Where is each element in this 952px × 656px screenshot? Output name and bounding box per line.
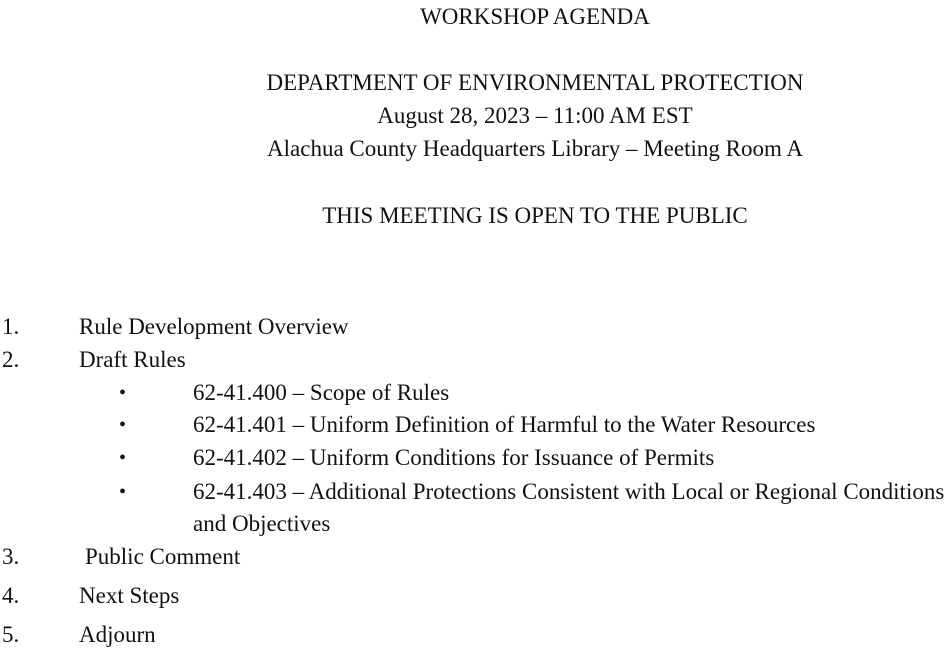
bullet-icon: • (119, 414, 127, 436)
agenda-item-number: 3. (2, 544, 20, 569)
department-name: DEPARTMENT OF ENVIRONMENTAL PROTECTION (266, 70, 804, 95)
sub-item-text: 62-41.403 – Additional Protections Consistent with Local or Regional Conditions and Objectives (193, 479, 945, 536)
bullet-icon: • (119, 481, 127, 503)
agenda-item-label: Next Steps (79, 583, 180, 608)
meeting-datetime: August 28, 2023 – 11:00 AM EST (377, 103, 693, 128)
meeting-location: Alachua County Headquarters Library – Meeting Room A (267, 136, 803, 161)
agenda-title: WORKSHOP AGENDA (420, 4, 650, 29)
agenda-item-number: 4. (2, 583, 20, 608)
agenda-item-label: Public Comment (85, 544, 241, 569)
sub-item-text: 62-41.400 – Scope of Rules (193, 380, 450, 405)
agenda-item-label: Adjourn (79, 622, 156, 647)
agenda-item-label: Rule Development Overview (79, 314, 349, 339)
sub-item-text: 62-41.402 – Uniform Conditions for Issuance of Permits (193, 445, 715, 470)
sub-item-text: 62-41.401 – Uniform Definition of Harmful to the Water Resources (193, 412, 816, 437)
agenda-item-label: Draft Rules (79, 347, 186, 372)
agenda-item-number: 2. (2, 347, 20, 372)
public-notice: THIS MEETING IS OPEN TO THE PUBLIC (322, 203, 748, 228)
agenda-item-number: 1. (2, 314, 20, 339)
agenda-item-number: 5. (2, 622, 20, 647)
bullet-icon: • (119, 382, 127, 404)
bullet-icon: • (119, 447, 127, 469)
